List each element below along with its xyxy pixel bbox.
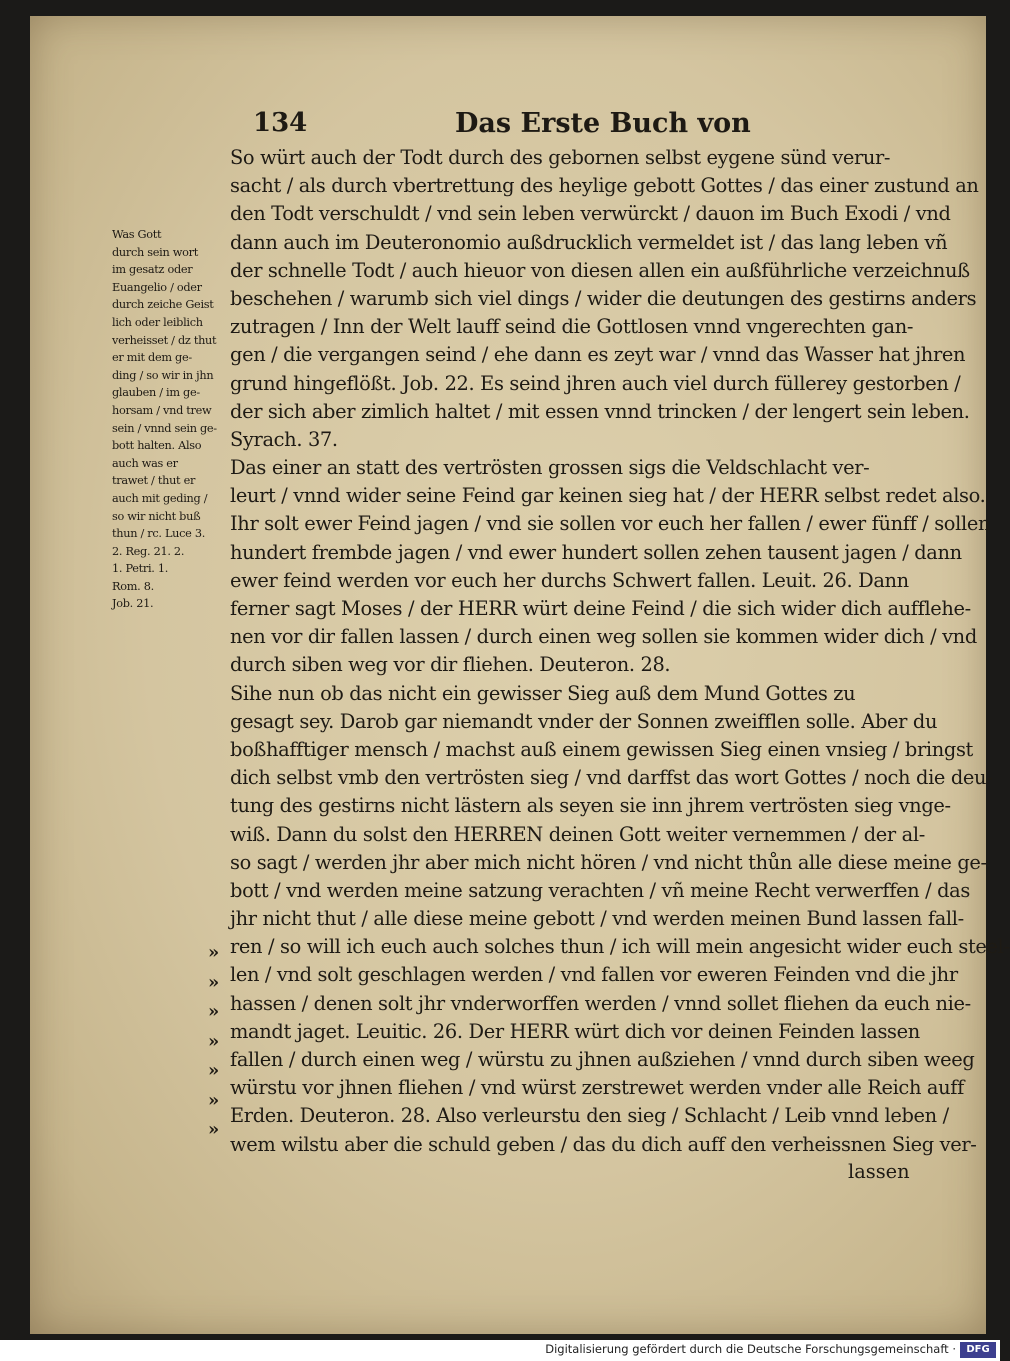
quotation-mark: »: [208, 1001, 220, 1022]
text-line: bott / vnd werden meine satzung verachten / vñ meine Recht verwerffen / das: [230, 878, 970, 902]
text-line: Ihr solt ewer Feind jagen / vnd sie sollen vor euch her fallen / ewer fünff / sollen: [230, 512, 991, 536]
text-line: Erden. Deuteron. 28. Also verleurstu den sieg / Schlacht / Leib vnnd leben /: [230, 1104, 949, 1128]
page-number: 134: [253, 108, 308, 138]
text-line: jhr nicht thut / alle diese meine gebott / vnd werden meinen Bund lassen fall-: [230, 907, 964, 931]
text-line: so sagt / werden jhr aber mich nicht hören / vnd nicht thůn alle diese meine ge-: [230, 850, 987, 874]
marginal-note: [112, 226, 230, 613]
marginal-note-line: thun / rc. Luce 3.: [112, 527, 206, 541]
text-line: wem wilstu aber die schuld geben / das du dich auff den verheissnen Sieg ver-: [230, 1132, 977, 1156]
marginal-note-line: er mit dem ge-: [112, 351, 192, 365]
footer-credit: Digitalisierung gefördert durch die Deutsche Forschungsgemeinschaft ·: [545, 1342, 956, 1356]
text-line: So würt auch der Todt durch des gebornen selbst eygene sünd verur-: [230, 146, 891, 169]
text-line: leurt / vnnd wider seine Feind gar keinen sieg hat / der HERR selbst redet also.: [230, 484, 986, 508]
running-head: Das Erste Buch von: [455, 108, 751, 139]
text-line: durch siben weg vor dir fliehen. Deuteron. 28.: [230, 653, 671, 677]
marginal-note-line: 1. Petri. 1.: [112, 562, 169, 576]
text-line: Das einer an statt des vertrösten grossen sigs die Veldschlacht ver-: [230, 456, 870, 480]
text-line: Sihe nun ob das nicht ein gewisser Sieg auß dem Mund Gottes zu: [230, 681, 856, 705]
text-line: zutragen / Inn der Welt lauff seind die Gottlosen vnnd vngerechten gan-: [230, 315, 914, 339]
page-header: [0, 108, 1000, 148]
text-line: ewer feind werden vor euch her durchs Schwert fallen. Leuit. 26. Dann: [230, 568, 909, 592]
marginal-note-line: Euangelio / oder: [112, 280, 202, 294]
main-text: [230, 144, 1010, 1159]
quotation-mark: »: [208, 1030, 220, 1052]
text-line: hundert frembde jagen / vnd ewer hundert sollen zehen tausent jagen / dann: [230, 540, 962, 564]
text-line: boßhafftiger mensch / machst auß einem gewissen Sieg einen vnsieg / bringst: [230, 737, 973, 761]
footer-bar: [0, 1340, 1000, 1361]
text-line: den Todt verschuldt / vnd sein leben verwürckt / dauon im Buch Exodi / vnd: [230, 202, 951, 226]
marginal-note-line: horsam / vnd trew: [112, 403, 212, 417]
text-line: würstu vor jhnen fliehen / vnd würst zerstrewet werden vnder alle Reich auff: [230, 1076, 964, 1100]
text-line: Syrach. 37.: [230, 427, 338, 451]
marginal-note-line: lich oder leiblich: [112, 315, 203, 329]
text-line: sacht / als durch vbertrettung des heylige gebott Gottes / das einer zustund an: [230, 174, 979, 198]
quotation-mark: »: [208, 942, 220, 963]
text-line: tung des gestirns nicht lästern als seyen sie inn jhrem vertrösten sieg vnge-: [230, 794, 951, 818]
marginal-note-line: durch zeiche Geist: [112, 298, 214, 312]
marginal-note-line: Was Gott: [112, 228, 162, 241]
marginal-note-line: Job. 21.: [112, 597, 154, 611]
marginal-note-line: verheisset / dz thut: [112, 333, 217, 347]
text-line: wiß. Dann du solst den HERREN deinen Gott weiter vernemmen / der al-: [230, 822, 925, 846]
text-line: gesagt sey. Darob gar niemandt vnder der Sonnen zweifflen solle. Aber du: [230, 709, 938, 733]
text-line: gen / die vergangen seind / ehe dann es zeyt war / vnnd das Wasser hat jhren: [230, 343, 966, 367]
quotation-mark: »: [208, 1089, 220, 1111]
quotation-mark: »: [208, 1119, 220, 1140]
dfg-logo: DFG: [960, 1342, 996, 1358]
text-line: ren / so will ich euch auch solches thun / ich will mein angesicht wider euch steel-: [230, 935, 1010, 959]
text-line: ferner sagt Moses / der HERR würt deine Feind / die sich wider dich aufflehe-: [230, 597, 971, 620]
text-line: dann auch im Deuteronomio außdrucklich vermeldet ist / das lang leben vñ: [230, 230, 948, 254]
marginal-note-line: durch sein wort: [112, 245, 198, 259]
text-line: der sich aber zimlich haltet / mit essen vnnd trincken / der lengert sein leben.: [230, 399, 970, 423]
quotation-marks: [208, 938, 232, 1145]
text-line: der schnelle Todt / auch hieuor von diesen allen ein außführliche verzeichnuß: [230, 258, 970, 282]
marginal-note-line: auch mit geding /: [112, 491, 208, 505]
text-line: nen vor dir fallen lassen / durch einen weg sollen sie kommen wider dich / vnd: [230, 625, 977, 649]
marginal-note-line: 2. Reg. 21. 2.: [112, 544, 185, 558]
marginal-note-line: sein / vnnd sein ge-: [112, 421, 217, 435]
text-line: dich selbst vmb den vertrösten sieg / vnd darffst das wort Gottes / noch die deu-: [230, 766, 993, 790]
marginal-note-line: im gesatz oder: [112, 263, 193, 277]
marginal-note-line: glauben / im ge-: [112, 386, 200, 400]
marginal-note-line: ding / so wir in jhn: [112, 368, 214, 382]
text-line: hassen / denen solt jhr vnderworffen werden / vnnd sollet fliehen da euch nie-: [230, 991, 971, 1015]
text-line: mandt jaget. Leuitic. 26. Der HERR würt dich vor deinen Feinden lassen: [230, 1019, 920, 1043]
marginal-note-line: bott halten. Also: [112, 439, 202, 453]
quotation-mark: »: [208, 971, 220, 993]
catchword: lassen: [848, 1160, 910, 1183]
text-line: beschehen / warumb sich viel dings / wider die deutungen des gestirns anders: [230, 286, 977, 310]
text-line: fallen / durch einen weg / würstu zu jhnen außziehen / vnnd durch siben weeg: [230, 1048, 975, 1071]
quotation-mark: »: [208, 1060, 220, 1081]
marginal-note-line: Rom. 8.: [112, 579, 154, 593]
text-line: grund hingeflößt. Job. 22. Es seind jhren auch viel durch füllerey gestorben /: [230, 371, 961, 395]
text-line: len / vnd solt geschlagen werden / vnd fallen vor eweren Feinden vnd die jhr: [230, 963, 958, 987]
marginal-note-line: trawet / thut er: [112, 474, 196, 488]
marginal-note-line: auch was er: [112, 456, 178, 470]
marginal-note-line: so wir nicht buß: [112, 509, 201, 523]
